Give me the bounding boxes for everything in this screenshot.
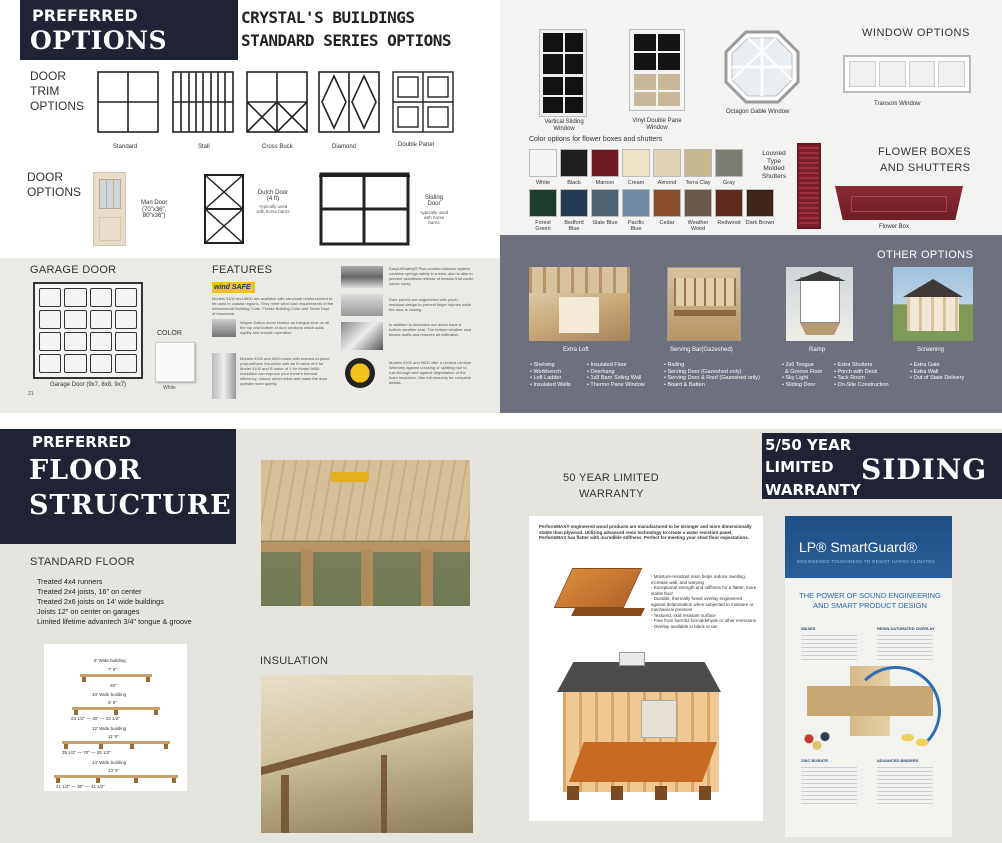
color-swatch — [622, 189, 650, 217]
color-swatch-label: Terra Clay — [685, 180, 711, 186]
lp-block-zinc-text — [801, 764, 857, 804]
floor-title-1: FLOOR — [29, 455, 142, 486]
option-item: • Loft Ladder — [530, 375, 562, 381]
lp-block-binders-text — [877, 764, 933, 804]
sliding-door-label: Sliding Door — [424, 195, 443, 207]
color-swatch — [622, 149, 650, 177]
extra-loft-label: Extra Loft — [563, 347, 589, 353]
color-swatch — [684, 149, 712, 177]
lp-molecules-icon — [801, 730, 841, 752]
color-swatch — [529, 189, 557, 217]
color-swatch-label: Pacific Blue — [627, 220, 645, 232]
color-swatch-label: Gray — [723, 180, 735, 186]
diagram-runner — [96, 778, 100, 783]
shed-runners — [567, 786, 717, 800]
features-p6: In addition to insulation our doors have a bottom weather seal. The bottom weather seal blocks drafts and reduces air infiltration. — [389, 322, 472, 337]
option-item: • Board & Batten — [664, 381, 705, 388]
color-swatch — [684, 189, 712, 217]
diagram-beam-8 — [80, 674, 152, 677]
screening-photo — [893, 267, 973, 341]
diagram-dim-12: 11' 9" — [108, 734, 119, 739]
header-title: OPTIONS — [30, 26, 168, 55]
option-item: • Serving Door (Gazeshed only) — [664, 368, 742, 375]
door-trim-heading: DOOR TRIM OPTIONS — [30, 69, 85, 113]
white-swatch — [155, 342, 195, 382]
sliding-door-note: -typically used with horse barns — [419, 210, 449, 225]
warranty-heading-2: WARRANTY — [579, 488, 644, 500]
diagram-title-12: 12' Wide building — [92, 726, 127, 731]
shed-cupola — [619, 652, 645, 666]
floor-framing-photo — [261, 460, 470, 606]
option-item: • Extra Wall — [910, 368, 939, 375]
features-p1: Models 9100 and 8500 are available with structural reinforcement to be used in coastal regions. They meet wind load requirements of the International Building Code, Florida Building Code and Texas Dept. of Insurance. — [212, 296, 334, 316]
lp-tagline: ENGINEERED TOUGHNESS TO RESIST HARSH CLIMATES — [797, 559, 936, 564]
spring-tube-image — [341, 266, 383, 288]
floor-panel-diagram — [554, 568, 643, 608]
shutter-image — [797, 143, 821, 229]
trim-label-stall: Stall — [198, 144, 210, 150]
trim-label-double-panel: Double Panel — [398, 142, 435, 148]
sliding-door-icon — [319, 172, 410, 246]
diagram-runner — [130, 744, 134, 749]
options-col-6 — [910, 362, 964, 382]
trim-label-standard: Standard — [113, 144, 138, 150]
color-swatch-label: Black — [567, 180, 581, 186]
option-item: • Insulated Walls — [530, 381, 571, 388]
flower-heading-2: AND SHUTTERS — [880, 162, 971, 174]
features-p5: Door panels are engineered with pinch-resistant design to prevent finger injuries while the door is closing. — [389, 297, 472, 312]
flower-box-image — [835, 186, 963, 220]
color-options-heading: Color options for flower boxes and shutters — [529, 136, 663, 143]
diagram-dim-10: 9' 9" — [108, 700, 117, 705]
diagram-runner — [74, 710, 78, 715]
octagon-window-label: Octagon Gable Window — [726, 109, 790, 115]
option-item: • Extra Shutters — [834, 362, 873, 368]
diagram-runner — [114, 710, 118, 715]
ramp-label: Ramp — [809, 347, 826, 353]
lp-block-overlay: RESIN-SATURATED OVERLAY — [877, 626, 935, 631]
performmax-bullets — [651, 574, 757, 629]
features-p7: Models 9100 and 9600 offer a Limited Lifetime Warranty against cracking or splitting due to rust-through and against degradation of the foam insulation. See full warranty for complete details. — [389, 360, 472, 385]
trim-label-diamond: Diamond — [332, 144, 357, 150]
diagram-title-14: 14' Wide building — [92, 760, 127, 765]
strut-image — [212, 319, 236, 337]
color-swatch-label: Weather Wood — [687, 220, 709, 232]
garage-door-image — [33, 282, 143, 379]
flower-box-label: Flower Box — [879, 224, 910, 230]
floor-spec: Treated 2x4 joists, 16" on center — [37, 587, 142, 596]
screening-label: Screening — [917, 347, 945, 353]
color-swatch — [653, 189, 681, 217]
standard-floor-heading: STANDARD FLOOR — [30, 556, 135, 568]
transom-window-label: Transom Window — [874, 101, 921, 107]
lp-block-zinc: ZINC BORATE — [801, 758, 829, 763]
insulation-heading: INSULATION — [260, 655, 329, 667]
man-door-label: Man Door (70"x36", 80"x36") — [141, 200, 168, 219]
diagram-spacing-8: 20" — [110, 683, 117, 688]
octagon-window-icon — [724, 30, 800, 104]
color-swatch — [591, 149, 619, 177]
vinyl-window-label: Vinyl Double Pane Window — [632, 118, 682, 131]
vertical-sliding-window-image — [540, 30, 586, 116]
pm-bullet: - Durable, thermally fused overlay engineered against delamination when subjected to moisture or mechanical pressure — [651, 596, 754, 612]
siding-title: SIDING — [861, 453, 988, 486]
serving-bar-photo — [667, 267, 741, 341]
diagram-dim-14: 13' 9" — [108, 768, 120, 773]
diamond-door-trim-icon — [319, 72, 379, 132]
pm-bullet: - Overlay available in black or tan — [651, 623, 718, 629]
dutch-door-note: -typically used with horse barns — [256, 204, 290, 214]
dutch-door-icon — [203, 173, 245, 245]
floor-title-2: STRUCTURE — [29, 490, 232, 521]
color-label: COLOR — [157, 330, 182, 337]
diagram-beam-12 — [62, 741, 170, 744]
diagram-runner — [164, 744, 168, 749]
weather-seal-image — [341, 322, 383, 350]
option-item: • Serving Door & Roof (Gazeshed only) — [664, 375, 760, 381]
floor-spec: Limited lifetime advantech 3/4" tongue & groove — [37, 617, 192, 626]
floor-specs — [37, 577, 192, 627]
floor-diagram-card — [44, 644, 187, 791]
floor-spec: Joists 12" on center on garages — [37, 607, 140, 616]
option-item: • 1x8 Barn Siding Wall — [587, 375, 642, 381]
trim-label-cross-buck: Cross Buck — [262, 144, 293, 150]
color-swatch — [560, 189, 588, 217]
ramp-photo — [786, 267, 853, 341]
floor-spec: Treated 4x4 runners — [37, 577, 103, 586]
color-swatch-label: Forest Green — [535, 220, 551, 232]
options-col-1 — [530, 362, 571, 388]
diagram-spacing-14: 41 1/2" — 30" — 41 1/2" — [56, 784, 105, 789]
features-p4: EasyLiftSafety® Plus counter-balance system contains springs safely in a tube; also is able to prevent accidental release of tension that could cause injury. — [389, 266, 473, 286]
option-item: • Insulated Floor — [587, 362, 627, 368]
diagram-runner — [134, 778, 138, 783]
insulation-cutaway-image — [212, 353, 236, 399]
double-panel-door-trim-icon — [393, 72, 453, 132]
color-swatch-label: Cream — [627, 180, 645, 186]
pm-bullet: - Exceptional strength and stiffness for a flatter, more stable floor — [651, 585, 757, 596]
vinyl-window-image — [630, 30, 684, 110]
option-item: • Tack Room — [834, 375, 865, 381]
standard-door-trim-icon — [98, 72, 158, 132]
serving-bar-label: Serving Bar(Gazeshed) — [670, 347, 733, 353]
extra-loft-photo — [529, 267, 630, 341]
warranty-seal-icon — [345, 358, 375, 388]
shed-door — [641, 700, 677, 738]
siding-warranty-1: 5/50 YEAR — [765, 436, 852, 454]
diagram-beam-14 — [54, 775, 178, 778]
option-item: • Sky Light — [782, 375, 809, 381]
floor-panel-edge — [571, 608, 645, 616]
diagram-runner — [82, 677, 86, 682]
header-kicker: PREFERRED — [32, 6, 138, 25]
flower-heading-1: FLOWER BOXES — [878, 146, 971, 158]
door-options-heading: DOOR OPTIONS — [27, 170, 82, 199]
performmax-card — [529, 516, 763, 821]
color-swatch-label: Cedar — [659, 220, 675, 226]
color-swatch — [560, 149, 588, 177]
brand-line-2: STANDARD SERIES OPTIONS — [241, 31, 452, 50]
lp-brand: LP® SmartGuard® — [799, 539, 917, 555]
color-swatch-label: White — [535, 180, 551, 186]
color-swatch-label: Dark Brown — [745, 220, 775, 226]
color-swatch-label: Slate Blue — [592, 220, 618, 226]
wind-safe-badge: wind SAFE — [212, 282, 255, 293]
options-col-2 — [587, 362, 645, 388]
garage-caption: Garage Door (9x7, 8x8, 9x7) — [50, 382, 127, 388]
features-heading: FEATURES — [212, 264, 273, 276]
page-number: 21 — [28, 391, 34, 397]
color-swatch — [715, 189, 743, 217]
features-p3: Models 9100 and 9600 come with foamed-in-place polyurethane insulation with an R-value of 6 for Model 9100 and R-value of 1 for Model 9600. Insulation can improve your home's thermal efficiency, reduce street noise and make the door operate more quietly. — [240, 356, 330, 386]
door-trim-drawings — [95, 70, 480, 136]
diagram-runner — [172, 778, 176, 783]
floor-kicker: PREFERRED — [32, 433, 132, 451]
diagram-title-8: 8' Wide building — [94, 658, 126, 663]
other-options-heading: OTHER OPTIONS — [877, 249, 974, 261]
page-divider — [0, 413, 1002, 429]
man-door-image — [93, 172, 126, 246]
transom-window-image — [843, 55, 971, 93]
diagram-spacing-12: 35 1/2" — 70" — 35 1/2" — [62, 750, 111, 755]
color-swatch — [715, 149, 743, 177]
options-col-3 — [664, 362, 760, 388]
siding-warranty-2: LIMITED — [765, 458, 834, 476]
lp-pills-icon — [897, 728, 933, 752]
option-item: • On-Site Construction — [834, 381, 889, 388]
warranty-heading-1: 50 YEAR LIMITED — [563, 472, 659, 484]
color-swatch-label: Almond — [657, 180, 677, 186]
option-item: • Railing — [664, 362, 685, 368]
lp-block-binders: ADVANCED BINDERS — [877, 758, 919, 763]
option-item: • 2x6 Tongue — [782, 362, 814, 368]
lp-smartguard-card — [785, 516, 952, 837]
option-item: • Workbench — [530, 368, 562, 375]
color-swatch-label: Maroon — [595, 180, 615, 186]
shed-floor — [569, 742, 717, 782]
option-item: • Overhang — [587, 368, 615, 375]
shed-roof — [557, 662, 721, 692]
features-p2: Wayne Dalton doors feature an integral strut on all the top and bottom of door sections which adds rigidity and smooth operation. — [240, 320, 330, 335]
white-swatch-label: White — [163, 385, 176, 391]
option-item: • Extra Gate — [910, 362, 940, 368]
diagram-runner — [146, 677, 150, 682]
siding-warranty-3: WARRANTY — [765, 481, 861, 499]
diagram-runner — [154, 710, 158, 715]
window-options-heading: WINDOW OPTIONS — [862, 27, 970, 39]
performmax-intro: PerformMAX® engineered wood products are manufactured to be stronger and more dimensionally stable than plywood. Utilizing advanced resin technology to create a water resistant panel, PerformMAX has flatter with incredible stiffness. Perfect for meeting your shed floor expectations. — [539, 524, 752, 540]
color-swatch-label: Redwood — [717, 220, 741, 226]
brand-line-1: CRYSTAL'S BUILDINGS — [241, 8, 415, 27]
stall-door-trim-icon — [173, 72, 233, 132]
option-item: • Out of State Delivery — [910, 375, 965, 381]
pinch-resistant-image — [341, 294, 383, 316]
vertical-sliding-window-label: Vertical Sliding Window — [544, 119, 584, 132]
lp-headline: THE POWER OF SOUND ENGINEERING AND SMART PRODUCT DESIGN — [799, 591, 941, 610]
lp-block-overlay-text — [877, 632, 933, 660]
garage-heading: GARAGE DOOR — [30, 264, 117, 276]
cross-buck-door-trim-icon — [247, 72, 307, 132]
diagram-title-10: 10' Wide building — [92, 692, 127, 697]
floor-spec: Treated 2x6 joists on 14' wide buildings — [37, 597, 164, 606]
color-swatch — [529, 149, 557, 177]
diagram-spacing-10: 23 1/2" — 30" — 23 1/2" — [71, 716, 120, 721]
lp-block-waxes-text — [801, 632, 857, 660]
color-swatch — [591, 189, 619, 217]
option-item: & Groove Floor — [782, 368, 823, 375]
diagram-runner — [56, 778, 60, 783]
pm-bullet: - Textured, skid resistant surface — [651, 612, 716, 618]
options-col-4 — [782, 362, 822, 388]
option-item: • Sliding Door — [782, 381, 816, 388]
lp-block-waxes: WAXES — [801, 626, 816, 631]
color-swatch-label: Bedford Blue — [564, 220, 584, 232]
shutter-label: Louvred Type Molded Shutters — [761, 150, 787, 180]
option-item: • Porch with Deck — [834, 368, 878, 375]
dutch-door-label: Dutch Door (4 ft) — [257, 190, 289, 202]
pm-bullet: - Moisture-resistant resin helps reduce swelling, increase wall, and warping — [651, 574, 747, 585]
color-swatch — [653, 149, 681, 177]
insulation-photo — [261, 675, 473, 833]
option-item: • Shelving — [530, 362, 555, 368]
options-col-5 — [834, 362, 889, 388]
option-item: • Thermo Pane Window — [587, 381, 645, 388]
pm-bullet: - Free from harmful formaldehyde or other emissions — [651, 618, 757, 623]
diagram-runner — [99, 744, 103, 749]
diagram-dim-8: 7' 9" — [108, 667, 117, 672]
diagram-runner — [64, 744, 68, 749]
color-swatch — [746, 189, 774, 217]
